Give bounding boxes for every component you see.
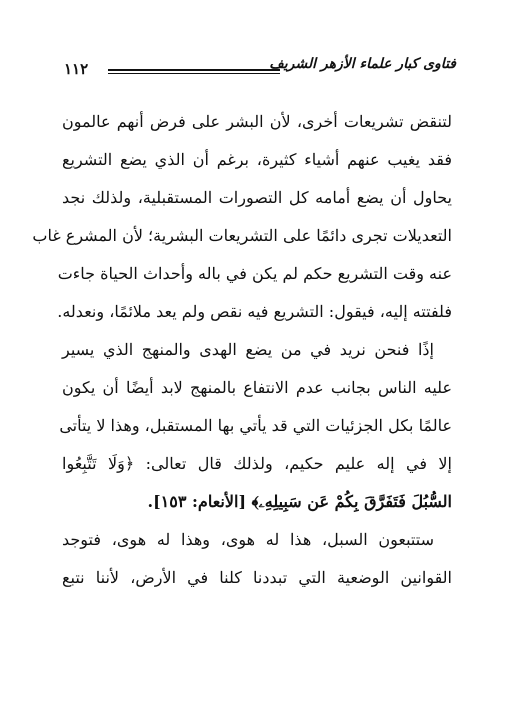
- paragraph-1: [32, 103, 452, 331]
- text-line: عليه الناس بجانب عدم الانتفاع بالمنهج لابد أيضًا أن يكون: [62, 378, 452, 397]
- text-line: فقد يغيب عنهم أشياء كثيرة، برغم أن الذي يضع التشريع: [62, 150, 452, 169]
- header-rule-thin: [108, 73, 280, 74]
- running-title: فتاوى كبار علماء الأزهر الشريف: [269, 56, 456, 72]
- text-line: إذًا فنحن نريد في من يضع الهدى والمنهج الذي يسير: [62, 340, 434, 359]
- header-rule: [108, 69, 280, 71]
- text-line: فلفتته إليه، فيقول: التشريع فيه نقص ولم يعد ملائمًا، ونعدله.: [57, 302, 452, 321]
- page-header: [64, 52, 456, 88]
- text-line: لتنقض تشريعات أخرى، لأن البشر على فرض أنهم عالمون: [62, 112, 452, 131]
- text-line: القوانين الوضعية التي تبددنا كلنا في الأرض، لأننا نتبع: [62, 568, 452, 587]
- text-line: التعديلات تجرى دائمًا على التشريعات البشرية؛ لأن المشرع غاب: [32, 226, 452, 245]
- body-text: [32, 103, 452, 597]
- text-line: إلا في إله عليم حكيم، ولذلك قال تعالى: ﴿وَلَا تَتَّبِعُوا: [62, 454, 452, 473]
- text-line: يحاول أن يضع أمامه كل التصورات المستقبلية، ولذلك نجد: [62, 188, 452, 207]
- quran-verse-line: السُّبُلَ فَتَفَرَّقَ بِكُمْ عَن سَبِيلِهِۦ﴾ [الأنعام: ١٥٣].: [147, 492, 452, 511]
- text-line: عالمًا بكل الجزئيات التي قد يأتي بها المستقبل، وهذا لا يتأتى: [59, 416, 452, 435]
- page-number: ١١٢: [64, 60, 89, 78]
- text-line: عنه وقت التشريع حكم لم يكن في باله وأحداث الحياة جاءت: [57, 264, 452, 283]
- paragraph-2: [59, 331, 452, 521]
- text-line: ستتبعون السبل، هذا له هوى، وهذا له هوى، فتوجد: [62, 530, 434, 549]
- paragraph-3: [62, 521, 452, 597]
